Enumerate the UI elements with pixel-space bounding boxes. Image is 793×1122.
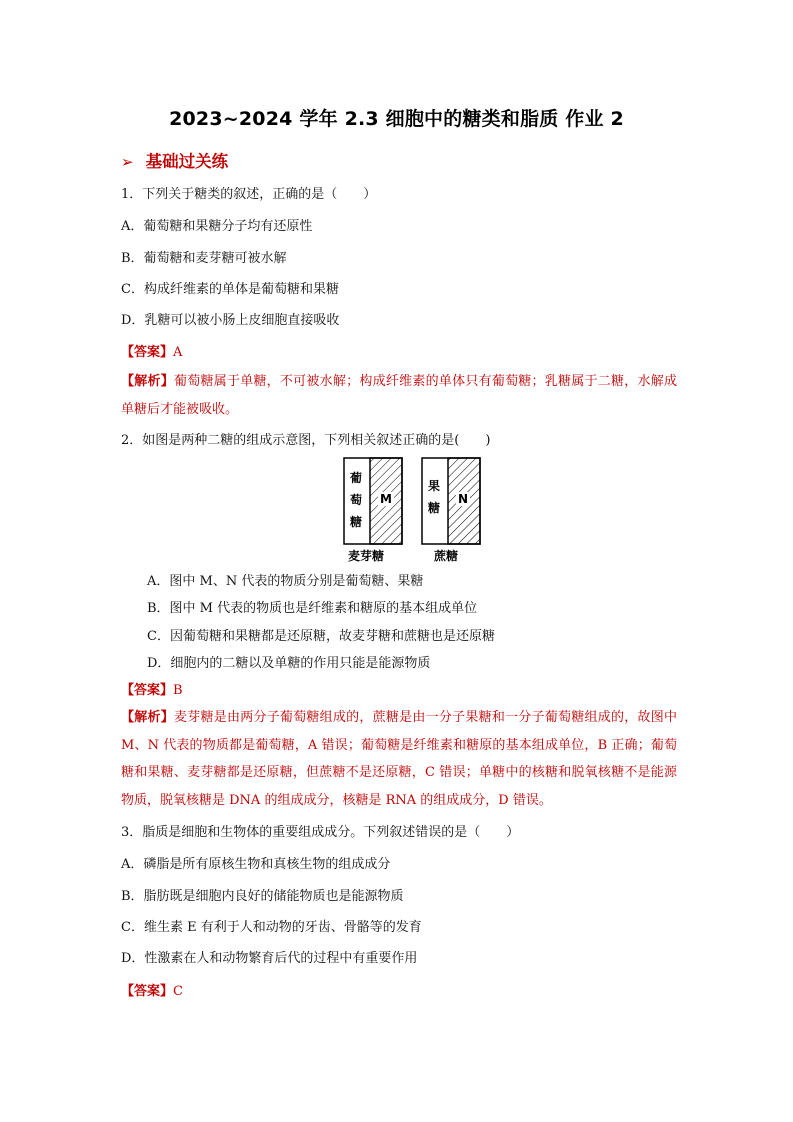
q2-option-a: A．图中 M、N 代表的物质分别是葡萄糖、果糖: [147, 574, 424, 589]
maltose-caption: 麦芽糖: [348, 549, 385, 563]
maltose-glucose-char-1: 葡: [350, 471, 363, 485]
q1-analysis: [121, 368, 677, 423]
answer-tag: 【答案】: [121, 984, 174, 999]
sucrose-fructose-char-1: 果: [428, 479, 441, 493]
q2-answer: [121, 682, 183, 700]
section-heading: [121, 148, 228, 172]
section-label: 基础过关练: [145, 152, 229, 171]
q1-option-a: A．葡萄糖和果糖分子均有还原性: [121, 219, 313, 234]
maltose-m-letter: M: [380, 492, 392, 506]
disaccharide-diagram: [342, 456, 482, 564]
q2-analysis: [121, 704, 677, 814]
q3-stem: 3．脂质是细胞和生物体的重要组成成分。下列叙述错误的是（ ）: [121, 825, 520, 840]
answer-value: C: [173, 984, 183, 999]
q2-option-d: D．细胞内的二糖以及单糖的作用只能是能源物质: [147, 656, 431, 671]
q2-option-b: B．图中 M 代表的物质也是纤维素和糖原的基本组成单位: [147, 601, 478, 616]
maltose-glucose-char-3: 糖: [350, 515, 363, 529]
q3-option-a: A．磷脂是所有原核生物和真核生物的组成成分: [121, 857, 391, 872]
page-title: 2023~2024 学年 2.3 细胞中的糖类和脂质 作业 2: [169, 108, 624, 130]
maltose-glucose-char-2: 萄: [350, 493, 363, 507]
analysis-text: 麦芽糖是由两分子葡萄糖组成的，蔗糖是由一分子果糖和一分子葡萄糖组成的，故图中 M、N 代表的物质都是葡萄糖，A 错误；葡萄糖是纤维素和糖原的基本组成单位，B 正确；葡萄糖和果糖、麦芽糖都是还原糖，但蔗糖不是还原糖，C 错误；单糖中的核糖和脱氧核糖不是能源物质，脱氧核糖是 DNA 的组成成分，核糖是 RNA 的组成成分，D 错误。: [121, 710, 677, 808]
answer-value: B: [173, 683, 183, 698]
analysis-tag: 【解析】: [121, 710, 174, 725]
analysis-text: 葡萄糖属于单糖，不可被水解；构成纤维素的单体只有葡萄糖；乳糖属于二糖，水解成单糖后才能被吸收。: [121, 374, 677, 417]
arrow-bullet-icon: ➢: [121, 153, 134, 171]
q1-option-c: C．构成纤维素的单体是葡萄糖和果糖: [121, 282, 339, 297]
q3-option-c: C．维生素 E 有利于人和动物的牙齿、骨骼等的发育: [121, 920, 422, 935]
q3-option-d: D．性激素在人和动物繁育后代的过程中有重要作用: [121, 951, 418, 966]
q2-option-c: C．因葡萄糖和果糖都是还原糖，故麦芽糖和蔗糖也是还原糖: [147, 629, 495, 644]
answer-tag: 【答案】: [121, 345, 174, 360]
q1-option-d: D．乳糖可以被小肠上皮细胞直接吸收: [121, 313, 340, 328]
q2-stem: 2．如图是两种二糖的组成示意图，下列相关叙述正确的是( ): [121, 433, 491, 448]
sucrose-fructose-char-2: 糖: [428, 501, 441, 515]
q1-stem: 1．下列关于糖类的叙述，正确的是（ ）: [121, 187, 377, 202]
analysis-tag: 【解析】: [121, 374, 174, 389]
q1-option-b: B．葡萄糖和麦芽糖可被水解: [121, 251, 287, 266]
sucrose-caption: 蔗糖: [434, 549, 459, 563]
q3-answer: [121, 983, 183, 1001]
answer-value: A: [173, 345, 183, 360]
answer-tag: 【答案】: [121, 683, 174, 698]
q3-option-b: B．脂肪既是细胞内良好的储能物质也是能源物质: [121, 889, 404, 904]
q1-answer: [121, 344, 182, 362]
sucrose-n-letter: N: [458, 492, 469, 506]
